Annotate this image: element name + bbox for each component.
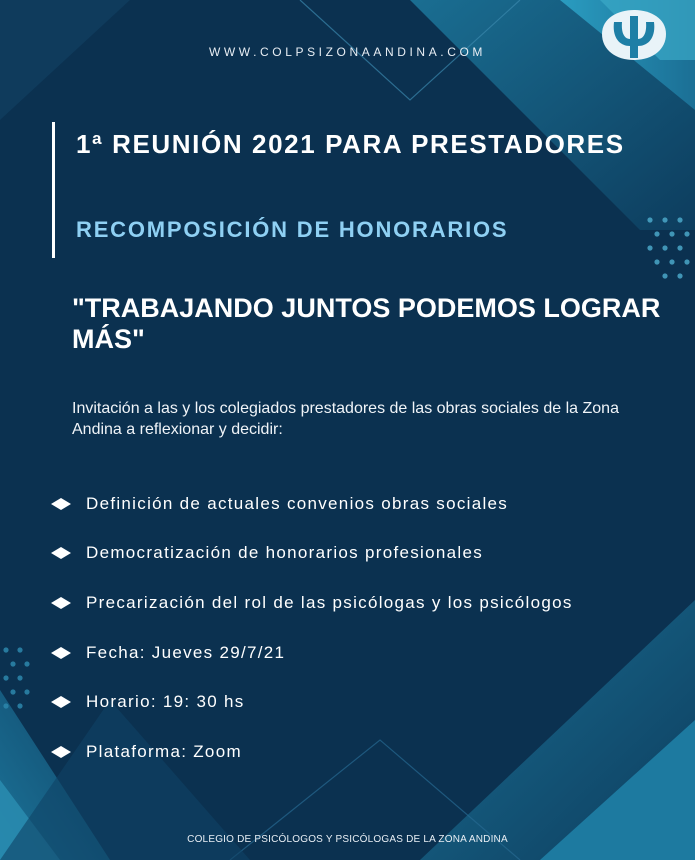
list-item-label: Plataforma: Zoom xyxy=(86,741,242,761)
list-item xyxy=(50,529,573,579)
invitation-text: Invitación a las y los colegiados prestadores de las obras sociales de la Zona Andina a reflexionar y decidir: xyxy=(72,400,619,438)
diamond-bullet-icon xyxy=(50,546,72,560)
list-item-label: Horario: 19: 30 hs xyxy=(86,692,245,712)
footer-organization: COLEGIO DE PSICÓLOGOS Y PSICÓLOGAS DE LA ZONA ANDINA xyxy=(187,834,508,845)
list-item xyxy=(50,727,573,777)
agenda-list xyxy=(50,479,573,777)
page-subtitle: RECOMPOSICIÓN DE HONORARIOS xyxy=(76,217,509,242)
title-accent-bar xyxy=(52,122,55,258)
diamond-bullet-icon xyxy=(50,596,72,610)
diamond-bullet-icon xyxy=(50,497,72,511)
list-item-label: Democratización de honorarios profesionales xyxy=(86,543,484,563)
list-item-label: Definición de actuales convenios obras sociales xyxy=(86,493,509,513)
diamond-bullet-icon xyxy=(50,745,72,759)
motto-quote: "TRABAJANDO JUNTOS PODEMOS LOGRAR MÁS" xyxy=(72,293,661,354)
list-item-label: Fecha: Jueves 29/7/21 xyxy=(86,642,286,662)
diamond-bullet-icon xyxy=(50,695,72,709)
list-item xyxy=(50,578,573,628)
list-item xyxy=(50,479,573,529)
list-item xyxy=(50,677,573,727)
page-title: 1ª REUNIÓN 2021 PARA PRESTADORES xyxy=(76,129,625,159)
diamond-bullet-icon xyxy=(50,646,72,660)
website-url[interactable]: WWW.COLPSIZONAANDINA.COM xyxy=(208,45,487,59)
list-item-label: Precarización del rol de las psicólogas y los psicólogos xyxy=(86,592,573,612)
list-item xyxy=(50,628,573,678)
